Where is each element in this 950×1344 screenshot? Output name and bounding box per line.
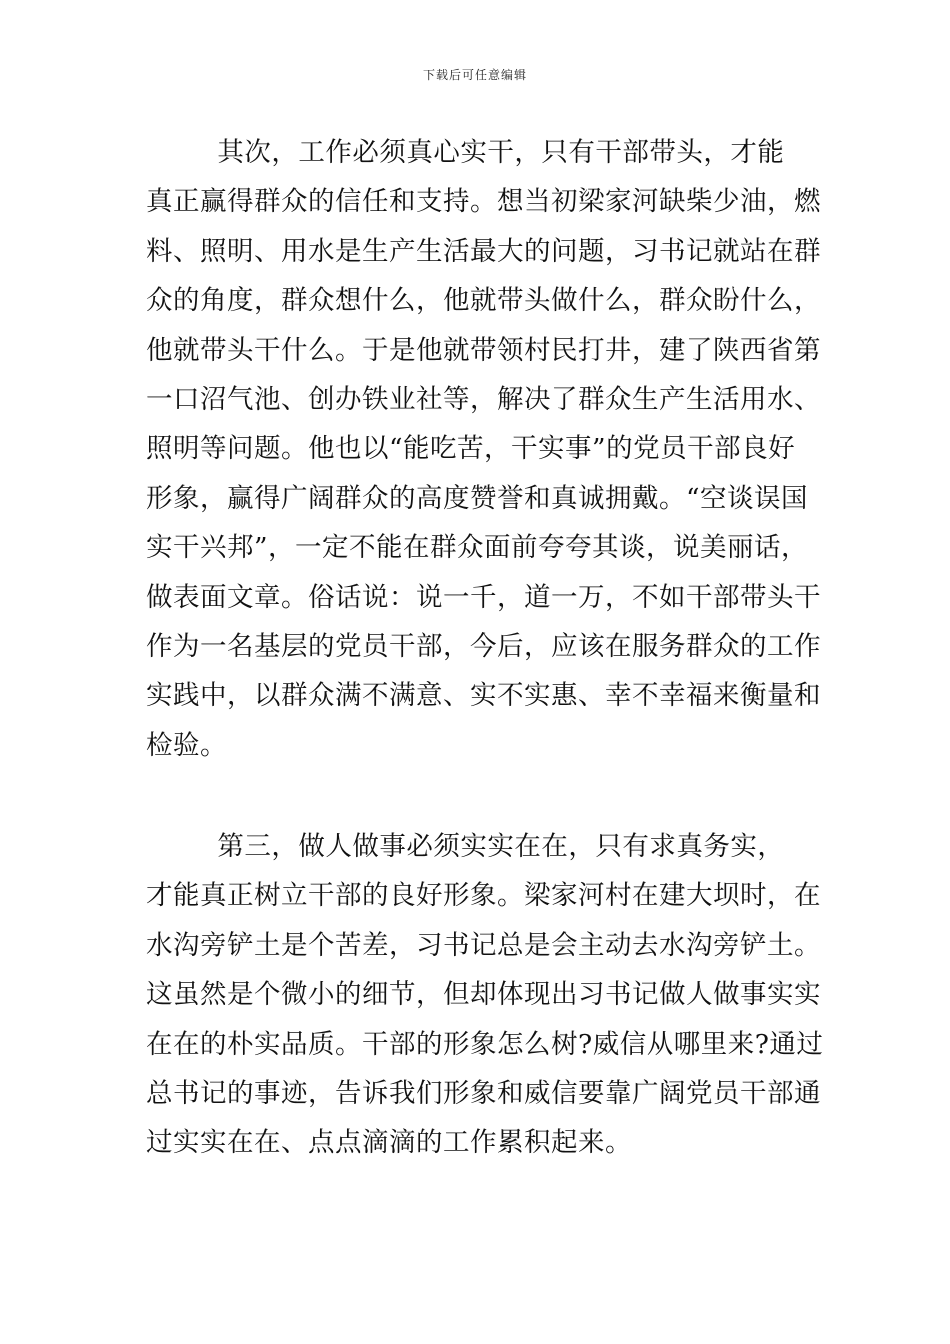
paragraph-line: 第三，做人做事必须实实在在，只有求真务实， [146, 831, 785, 862]
paragraph-line: 众的角度，群众想什么，他就带头做什么，群众盼什么， [146, 285, 821, 317]
paragraph-line: 在在的朴实品质。干部的形象怎么树?威信从哪里来?通过 [146, 1028, 824, 1060]
paragraph-line: 做表面文章。俗话说：说一千，道一万，不如干部带头干 [146, 581, 821, 613]
paragraph-line: 过实实在在、点点滴滴的工作累积起来。 [146, 1127, 632, 1159]
paragraph-line: 料、照明、用水是生产生活最大的问题，习书记就站在群 [146, 235, 821, 267]
paragraph-line: 作为一名基层的党员干部，今后，应该在服务群众的工作 [146, 630, 821, 662]
paragraph-line: 才能真正树立干部的良好形象。梁家河村在建大坝时，在 [146, 880, 821, 912]
paragraph-line: 其次，工作必须真心实干，只有干部带头，才能 [146, 137, 785, 168]
paragraph-line: 形象，赢得广阔群众的高度赞誉和真诚拥戴。“空谈误国 [146, 482, 809, 514]
paragraph-2 [146, 822, 824, 1168]
paragraph-line: 检验。 [146, 729, 227, 761]
paragraph-line: 真正赢得群众的信任和支持。想当初梁家河缺柴少油，燃 [146, 186, 821, 218]
paragraph-line: 他就带头干什么。于是他就带领村民打井，建了陕西省第 [146, 334, 821, 366]
paragraph-line: 实干兴邦”，一定不能在群众面前夸夸其谈，说美丽话， [146, 532, 809, 564]
paragraph-1 [146, 128, 821, 770]
paragraph-line: 这虽然是个微小的细节，但却体现出习书记做人做事实实 [146, 979, 821, 1011]
paragraph-line: 照明等问题。他也以“能吃苦，干实事”的党员干部良好 [146, 433, 796, 465]
paragraph-line: 一口沼气池、创办铁业社等，解决了群众生产生活用水、 [146, 383, 821, 415]
header-note: 下载后可任意编辑 [422, 68, 527, 82]
paragraph-line: 总书记的事迹，告诉我们形象和威信要靠广阔党员干部通 [146, 1077, 821, 1109]
paragraph-line: 水沟旁铲土是个苦差，习书记总是会主动去水沟旁铲土。 [146, 929, 821, 961]
paragraph-line: 实践中，以群众满不满意、实不实惠、幸不幸福来衡量和 [146, 680, 821, 712]
